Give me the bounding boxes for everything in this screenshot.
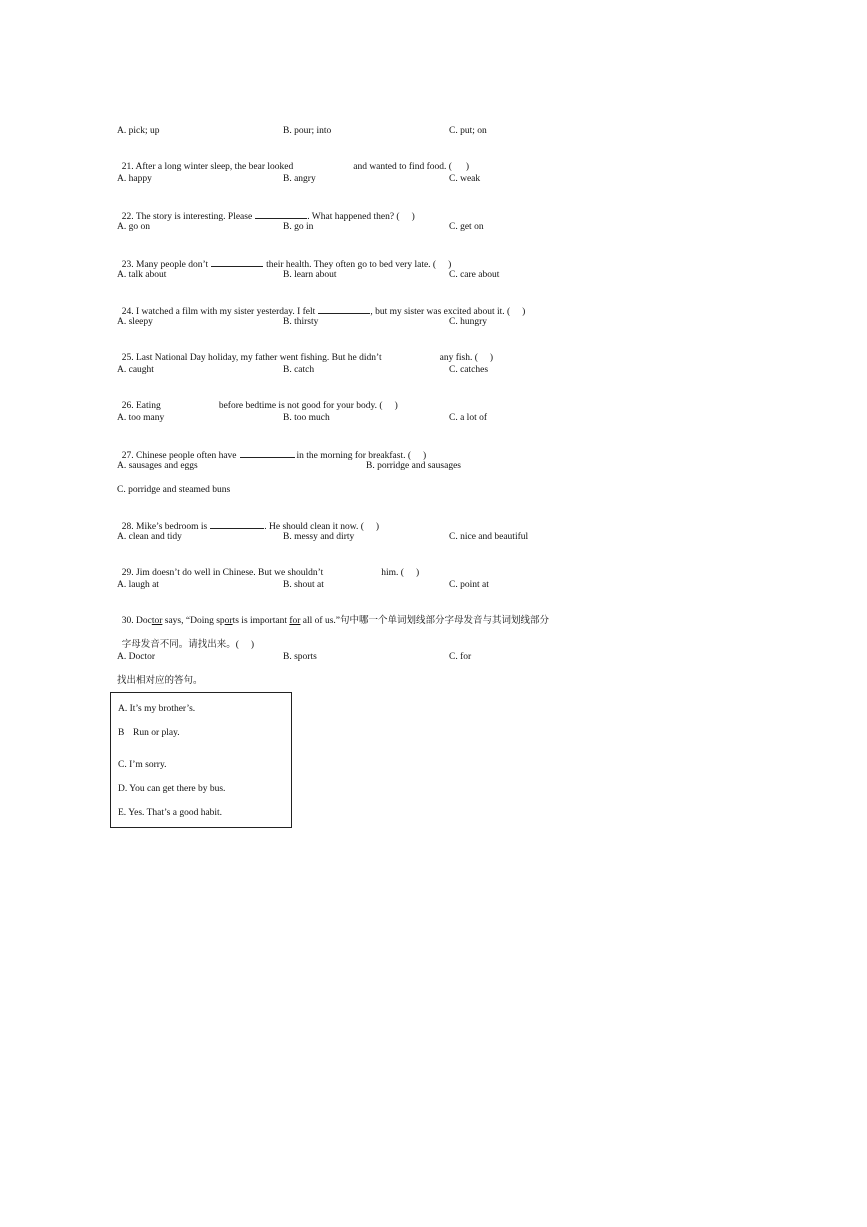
q25-text-before: 25. Last National Day holiday, my father went fishing. But he didn’t: [121, 353, 382, 363]
q30-underlined-for: for: [289, 616, 301, 626]
q26-text-after: before bedtime is not good for your body. (: [218, 401, 383, 411]
q20-option-c: C. put; on: [449, 126, 487, 136]
q21-option-b: B. angry: [283, 174, 316, 184]
q21-text-after: and wanted to find food. (: [353, 162, 452, 172]
matching-heading: 找出相对应的答句。: [117, 676, 203, 686]
q30-text-part: ts is important: [232, 616, 290, 626]
q23-text-after: their health. They often go to bed very late. (: [266, 260, 437, 270]
q25-paren-close: ): [489, 353, 494, 363]
answer-choice-b-text: Run or play.: [133, 728, 180, 738]
answer-choice-d: D. You can get there by bus.: [118, 784, 226, 794]
q23-option-b: B. learn about: [283, 270, 337, 280]
question-26: [117, 388, 398, 412]
q21-option-c: C. weak: [449, 174, 481, 184]
question-22: [117, 197, 415, 223]
q20-option-a: A. pick; up: [117, 126, 160, 136]
q28-option-a: A. clean and tidy: [117, 532, 182, 542]
q25-option-a: A. caught: [117, 365, 154, 375]
q22-option-b: B. go in: [283, 222, 314, 232]
q24-text-before: 24. I watched a film with my sister yesterday. I felt: [121, 307, 316, 317]
q30-text-part: 30. Doc: [121, 616, 152, 626]
q23-text-before: 23. Many people don’t: [121, 260, 209, 270]
q30-option-c: C. for: [449, 652, 472, 662]
q26-text-before: 26. Eating: [121, 401, 161, 411]
q23-option-c: C. care about: [449, 270, 500, 280]
q30-line2-text: 字母发音不同。请找出来。(: [121, 640, 239, 650]
q25-option-c: C. catches: [449, 365, 489, 375]
q22-blank: [255, 209, 307, 219]
q30-text-part: all of us.”句中哪一个单词划线部分字母发音与其词划线部分: [300, 616, 549, 626]
q27-option-c: C. porridge and steamed buns: [117, 485, 231, 495]
q30-underlined-tor: tor: [151, 616, 163, 626]
q28-text-after: . He should clean it now. (: [264, 522, 364, 532]
q30-option-a: A. Doctor: [117, 652, 155, 662]
q30-paren-close: ): [250, 640, 255, 650]
question-28: [117, 507, 379, 533]
q24-option-a: A. sleepy: [117, 317, 153, 327]
question-25: [117, 340, 493, 364]
q21-paren-close: ): [465, 162, 470, 172]
q27-blank: [240, 448, 295, 458]
q23-blank: [211, 257, 263, 267]
q22-option-a: A. go on: [117, 222, 150, 232]
q30-option-b: B. sports: [283, 652, 317, 662]
q22-paren-close: ): [411, 212, 415, 222]
q26-paren-close: ): [394, 401, 398, 411]
question-23: [117, 245, 451, 271]
q28-text-before: 28. Mike’s bedroom is: [121, 522, 208, 532]
q20-option-b: B. pour; into: [283, 126, 332, 136]
q24-text-after: , but my sister was excited about it. (: [370, 307, 511, 317]
q21-text-before: 21. After a long winter sleep, the bear looked: [121, 162, 294, 172]
q30-underlined-or: or: [224, 616, 233, 626]
q29-text-after: him. (: [381, 568, 404, 578]
q29-option-a: A. laugh at: [117, 580, 159, 590]
q28-paren-close: ): [375, 522, 380, 532]
q27-paren-close: ): [423, 451, 427, 461]
q26-option-c: C. a lot of: [449, 413, 487, 423]
q29-option-b: B. shout at: [283, 580, 324, 590]
q23-paren-close: ): [448, 260, 452, 270]
answer-choices-box: [110, 692, 292, 828]
q27-text-before: 27. Chinese people often have: [121, 451, 237, 461]
q25-text-after: any fish. (: [439, 353, 478, 363]
q24-blank: [318, 304, 370, 314]
q24-option-c: C. hungry: [449, 317, 487, 327]
question-30: [117, 603, 549, 627]
q27-text-after: in the morning for breakfast. (: [296, 451, 412, 461]
q29-option-c: C. point at: [449, 580, 489, 590]
q29-paren-close: ): [415, 568, 420, 578]
q28-blank: [210, 519, 264, 529]
question-21: [117, 149, 469, 173]
q22-text-after: . What happened then? (: [307, 212, 400, 222]
q26-option-b: B. too much: [283, 413, 330, 423]
q25-option-b: B. catch: [283, 365, 315, 375]
q24-paren-close: ): [522, 307, 526, 317]
q28-option-c: C. nice and beautiful: [449, 532, 529, 542]
q29-text-before: 29. Jim doesn’t do well in Chinese. But we shouldn’t: [121, 568, 324, 578]
q27-option-a: A. sausages and eggs: [117, 461, 198, 471]
question-30-line-2: [117, 627, 254, 651]
q30-text-part: says, “Doing sp: [162, 616, 225, 626]
q21-option-a: A. happy: [117, 174, 152, 184]
q27-option-b: B. porridge and sausages: [366, 461, 461, 471]
q28-option-b: B. messy and dirty: [283, 532, 355, 542]
question-27: [117, 436, 426, 462]
answer-choice-b-letter: B: [118, 728, 125, 738]
question-29: [117, 555, 419, 579]
question-24: [117, 292, 525, 318]
q22-option-c: C. get on: [449, 222, 484, 232]
q26-option-a: A. too many: [117, 413, 165, 423]
answer-choice-a: A. It’s my brother’s.: [118, 704, 196, 714]
answer-choice-c: C. I’m sorry.: [118, 760, 167, 770]
q24-option-b: B. thirsty: [283, 317, 319, 327]
q22-text-before: 22. The story is interesting. Please: [121, 212, 253, 222]
q23-option-a: A. talk about: [117, 270, 167, 280]
answer-choice-e: E. Yes. That’s a good habit.: [118, 808, 223, 818]
